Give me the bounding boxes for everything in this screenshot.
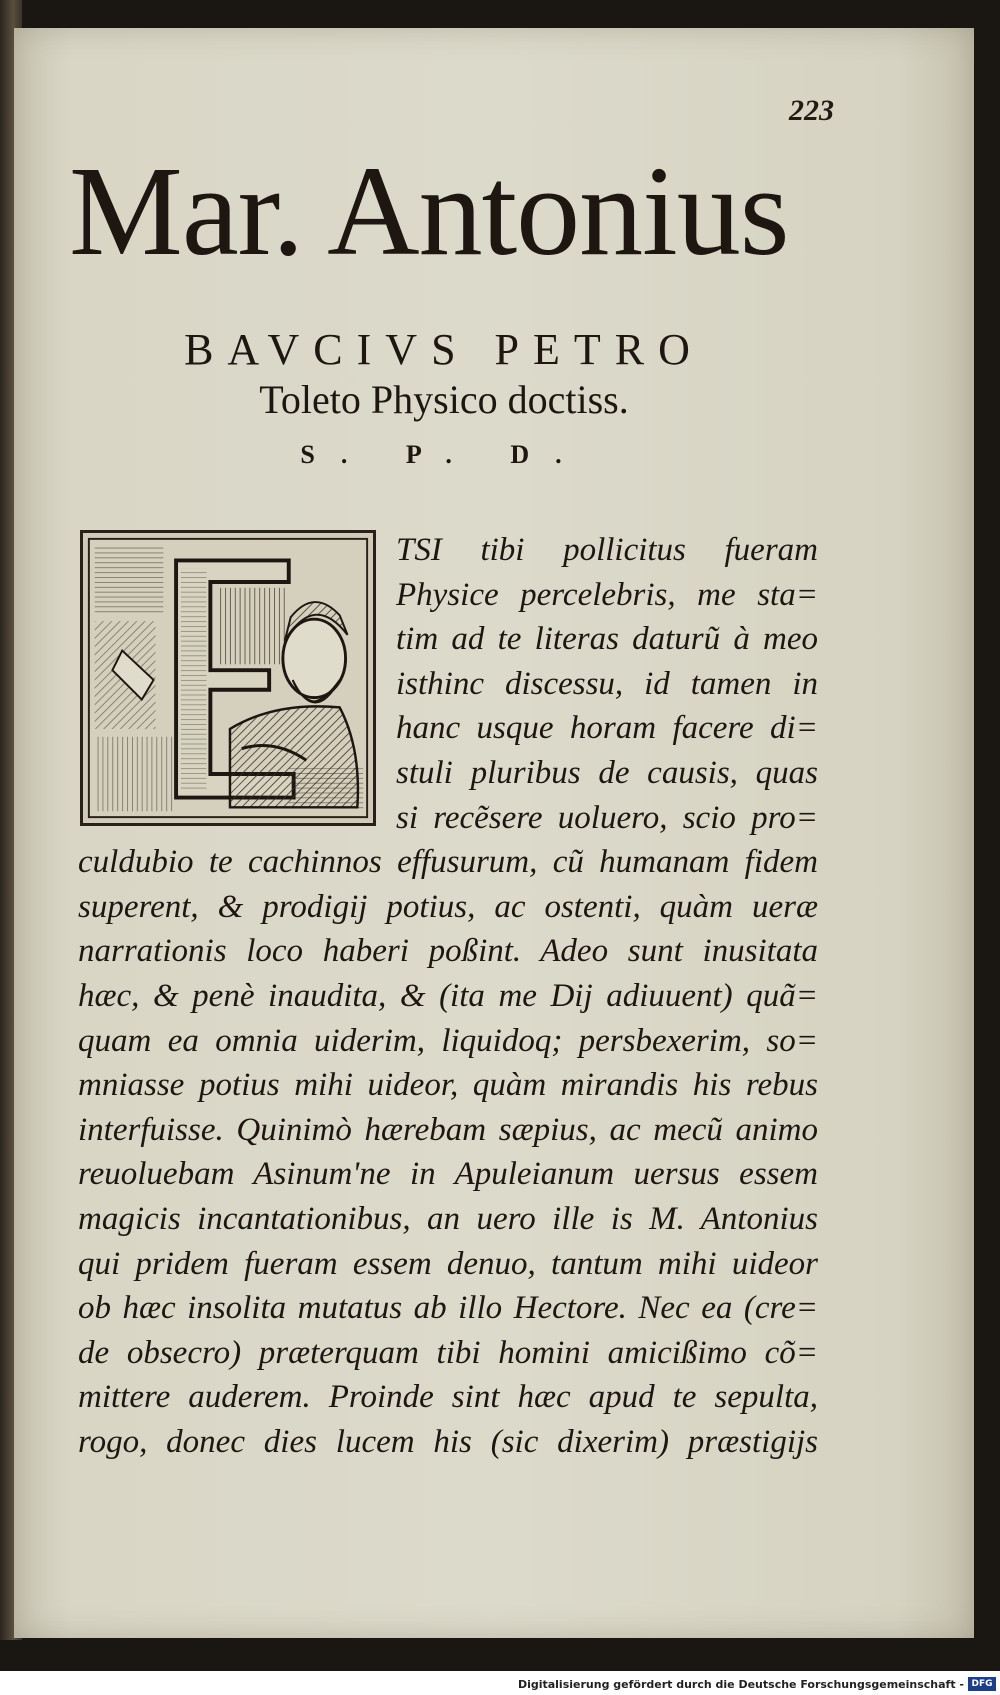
letter-body bbox=[78, 528, 818, 1464]
text-line: hæc, & penè inaudita, & (ita me Dij adiuuent) quã= bbox=[78, 977, 818, 1014]
text-line: magicis incantationibus, an uero ille is M. Antonius bbox=[78, 1200, 818, 1237]
subtitle-line-1: BAVCIVS PETRO bbox=[184, 325, 704, 374]
text-line: rogo, donec dies lucem his (sic dixerim) præstigijs bbox=[78, 1423, 818, 1460]
text-line: qui pridem fueram essem denuo, tantum mihi uideor bbox=[78, 1245, 818, 1282]
text-line: TSI tibi pollicitus fueram bbox=[396, 532, 818, 568]
text-line: quam ea omnia uiderim, liquidoq; persbexerim, so= bbox=[78, 1022, 818, 1059]
funding-credit: Digitalisierung gefördert durch die Deutsche Forschungsgemeinschaft - bbox=[517, 1678, 964, 1691]
text-line: mittere auderem. Proinde sint hæc apud te sepulta, bbox=[78, 1379, 818, 1416]
text-line: culdubio te cachinnos effusurum, cũ humanam fidem bbox=[78, 844, 818, 881]
text-line: narrationis loco haberi poßint. Adeo sunt inusitata bbox=[78, 933, 818, 970]
text-line: interfuisse. Quinimò hærebam sæpius, ac mecũ animo bbox=[78, 1111, 818, 1148]
text-line: superent, & prodigij potius, ac ostenti, quàm ueræ bbox=[78, 888, 818, 925]
text-line: tim ad te literas daturũ à meo bbox=[396, 621, 818, 658]
text-line: mniasse potius mihi uideor, quàm mirandis his rebus bbox=[78, 1067, 818, 1104]
text-line: stuli pluribus de causis, quas bbox=[396, 754, 818, 791]
text-line: hanc usque horam facere di= bbox=[396, 710, 818, 747]
page-number: 223 bbox=[789, 94, 834, 127]
text-line: de obsecro) præterquam tibi homini amicißimo cõ= bbox=[78, 1334, 818, 1371]
text-line: isthinc discessu, id tamen in bbox=[396, 665, 818, 702]
page-title: Mar. Antonius bbox=[69, 140, 789, 282]
footer-bar bbox=[0, 1671, 1000, 1695]
text-line: reuoluebam Asinum'ne in Apuleianum uersus essem bbox=[78, 1156, 818, 1193]
salutation: S. P. D. bbox=[300, 440, 588, 469]
dfg-logo: DFG bbox=[968, 1677, 996, 1691]
text-line: si recẽsere uoluero, scio pro= bbox=[396, 799, 818, 836]
text-line: Physice percelebris, me sta= bbox=[396, 576, 818, 613]
book-page bbox=[14, 28, 974, 1638]
text-line: ob hæc insolita mutatus ab illo Hectore. Nec ea (cre= bbox=[78, 1290, 818, 1327]
subtitle-line-2: Toleto Physico doctiss. bbox=[259, 377, 629, 422]
